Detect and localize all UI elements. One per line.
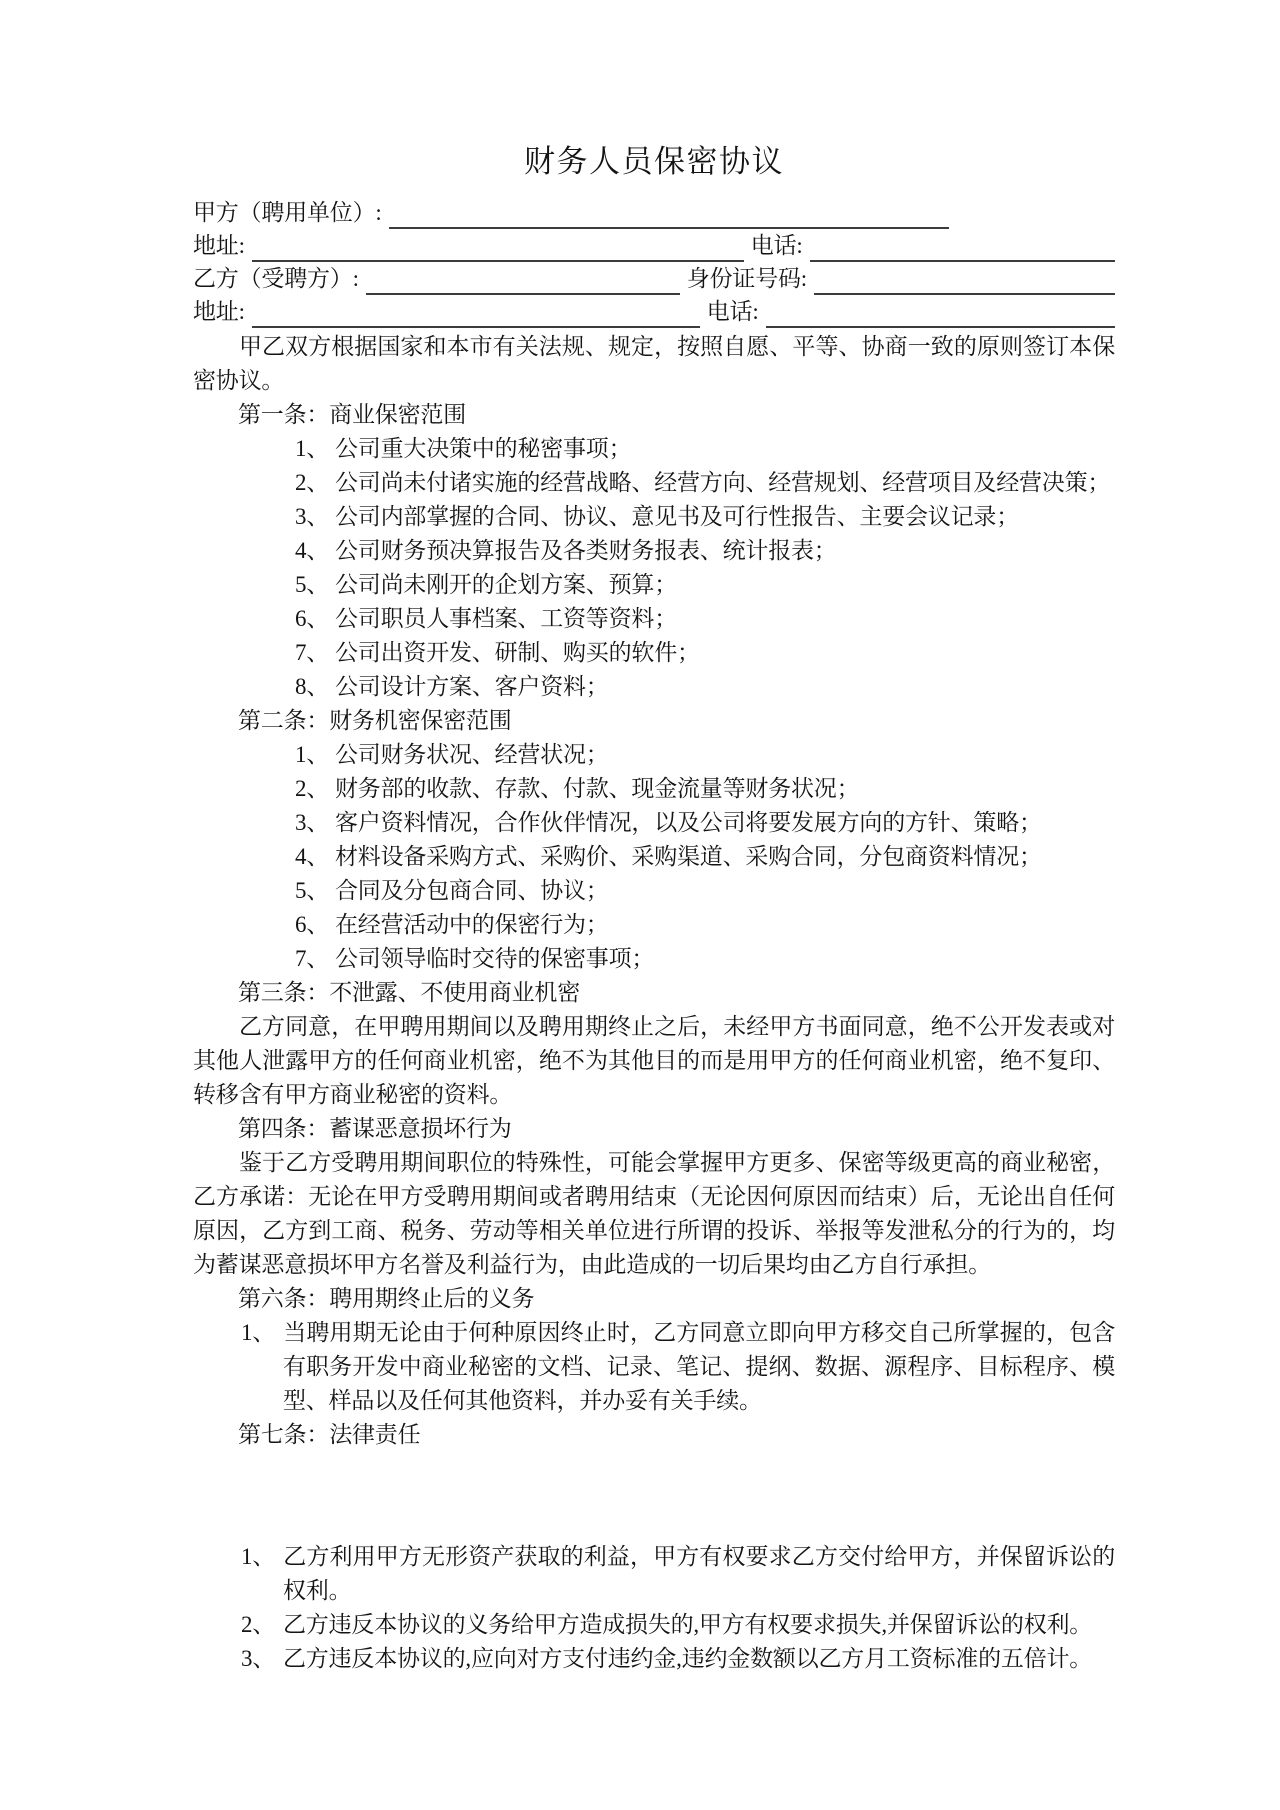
item-text: 公司职员人事档案、工资等资料；	[335, 606, 678, 631]
list-item	[295, 500, 1115, 534]
blank-field[interactable]	[252, 234, 744, 262]
form-row	[193, 295, 1115, 328]
item-text: 乙方违反本协议的义务给甲方造成损失的,甲方有权要求损失,并保留诉讼的权利。	[283, 1612, 1093, 1637]
field-label: 地址:	[193, 233, 245, 258]
form-row	[193, 262, 1115, 295]
blank-field[interactable]	[810, 234, 1115, 262]
item-number: 5、	[295, 878, 330, 903]
item-number: 2、	[295, 470, 330, 495]
blank-field[interactable]	[366, 267, 680, 295]
list-item	[241, 1642, 1115, 1676]
paragraph: 乙方同意，在甲聘用期间以及聘用期终止之后，未经甲方书面同意，绝不公开发表或对其他人泄露甲方的任何商业机密，绝不为其他目的而是用甲方的任何商业机密，绝不复印、转移含有甲方商业秘密的资料。	[193, 1014, 1115, 1107]
item-text: 公司重大决策中的秘密事项；	[335, 436, 632, 461]
list-item	[295, 602, 1115, 636]
section-heading: 第六条：聘用期终止后的义务	[238, 1286, 535, 1311]
document-title: 财务人员保密协议	[524, 144, 784, 179]
list-item	[295, 466, 1115, 500]
blank-space	[193, 1452, 1115, 1540]
list-item	[295, 534, 1115, 568]
list-item	[295, 636, 1115, 670]
item-text: 公司尚未付诸实施的经营战略、经营方向、经营规划、经营项目及经营决策；	[335, 470, 1111, 495]
item-text: 公司内部掌握的合同、协议、意见书及可行性报告、主要会议记录；	[335, 504, 1020, 529]
list-item	[295, 874, 1115, 908]
item-number: 3、	[241, 1646, 276, 1671]
paragraph: 鉴于乙方受聘用期间职位的特殊性，可能会掌握甲方更多、保密等级更高的商业秘密，乙方承诺：无论在甲方受聘用期间或者聘用结束（无论因何原因而结束）后，无论出自任何原因，乙方到工商、税务、劳动等相关单位进行所谓的投诉、举报等发泄私分的行为的，均为蓄谋恶意损坏甲方名誉及利益行为，由此造成的一切后果均由乙方自行承担。	[193, 1150, 1115, 1277]
field-label: 身份证号码:	[686, 266, 807, 291]
body-area	[193, 330, 1115, 1676]
item-number: 8、	[295, 674, 330, 699]
section-heading: 第四条：蓄谋恶意损坏行为	[238, 1116, 512, 1141]
field-label: 甲方（聘用单位）:	[193, 200, 382, 225]
item-number: 4、	[295, 844, 330, 869]
item-number: 3、	[295, 504, 330, 529]
item-text: 公司出资开发、研制、购买的软件；	[335, 640, 700, 665]
item-number: 2、	[295, 776, 330, 801]
item-text: 客户资料情况，合作伙伴情况，以及公司将要发展方向的方针、策略；	[335, 810, 1042, 835]
blank-field[interactable]	[252, 300, 700, 328]
section-heading: 第一条：商业保密范围	[238, 402, 467, 427]
list-item	[295, 908, 1115, 942]
list-item	[295, 942, 1115, 976]
list-item	[241, 1316, 1115, 1418]
section-heading: 第七条：法律责任	[238, 1422, 421, 1447]
blank-field[interactable]	[766, 300, 1115, 328]
blank-field[interactable]	[389, 201, 949, 229]
form-row	[193, 196, 1115, 229]
item-number: 6、	[295, 912, 330, 937]
item-text: 公司领导临时交待的保密事项；	[335, 946, 655, 971]
list-item	[241, 1608, 1115, 1642]
list-item	[295, 772, 1115, 806]
item-number: 1、	[295, 742, 330, 767]
field-label: 乙方（受聘方）:	[193, 266, 359, 291]
item-number: 7、	[295, 946, 330, 971]
item-number: 5、	[295, 572, 330, 597]
section-heading: 第三条：不泄露、不使用商业机密	[238, 980, 581, 1005]
item-number: 2、	[241, 1612, 276, 1637]
list-item	[295, 568, 1115, 602]
item-text: 乙方利用甲方无形资产获取的利益，甲方有权要求乙方交付给甲方，并保留诉讼的权利。	[283, 1544, 1115, 1603]
item-number: 6、	[295, 606, 330, 631]
list-item	[295, 432, 1115, 466]
item-text: 当聘用期无论由于何种原因终止时，乙方同意立即向甲方移交自己所掌握的，包含有职务开发中商业秘密的文档、记录、笔记、提纲、数据、源程序、目标程序、模型、样品以及任何其他资料，并办妥有关手续。	[283, 1320, 1115, 1413]
item-text: 公司尚未刚开的企划方案、预算；	[335, 572, 678, 597]
paragraph: 甲乙双方根据国家和本市有关法规、规定，按照自愿、平等、协商一致的原则签订本保密协议。	[193, 334, 1115, 393]
item-text: 公司设计方案、客户资料；	[335, 674, 609, 699]
item-number: 3、	[295, 810, 330, 835]
list-item	[241, 1540, 1115, 1608]
list-item	[295, 670, 1115, 704]
item-number: 1、	[295, 436, 330, 461]
item-text: 材料设备采购方式、采购价、采购渠道、采购合同，分包商资料情况；	[335, 844, 1042, 869]
form-area	[193, 196, 1115, 328]
field-label: 电话:	[750, 233, 803, 258]
item-number: 7、	[295, 640, 330, 665]
item-number: 1、	[241, 1320, 276, 1345]
field-label: 电话:	[706, 299, 759, 324]
item-text: 公司财务状况、经营状况；	[335, 742, 609, 767]
item-number: 1、	[241, 1544, 276, 1569]
item-text: 公司财务预决算报告及各类财务报表、统计报表；	[335, 538, 837, 563]
blank-field[interactable]	[814, 267, 1115, 295]
list-item	[295, 840, 1115, 874]
list-item	[295, 806, 1115, 840]
item-text: 乙方违反本协议的,应向对方支付违约金,违约金数额以乙方月工资标准的五倍计。	[283, 1646, 1093, 1671]
field-label: 地址:	[193, 299, 245, 324]
item-number: 4、	[295, 538, 330, 563]
list-item	[295, 738, 1115, 772]
item-text: 在经营活动中的保密行为；	[335, 912, 609, 937]
form-row	[193, 229, 1115, 262]
item-text: 合同及分包商合同、协议；	[335, 878, 609, 903]
item-text: 财务部的收款、存款、付款、现金流量等财务状况；	[335, 776, 860, 801]
section-heading: 第二条：财务机密保密范围	[238, 708, 512, 733]
